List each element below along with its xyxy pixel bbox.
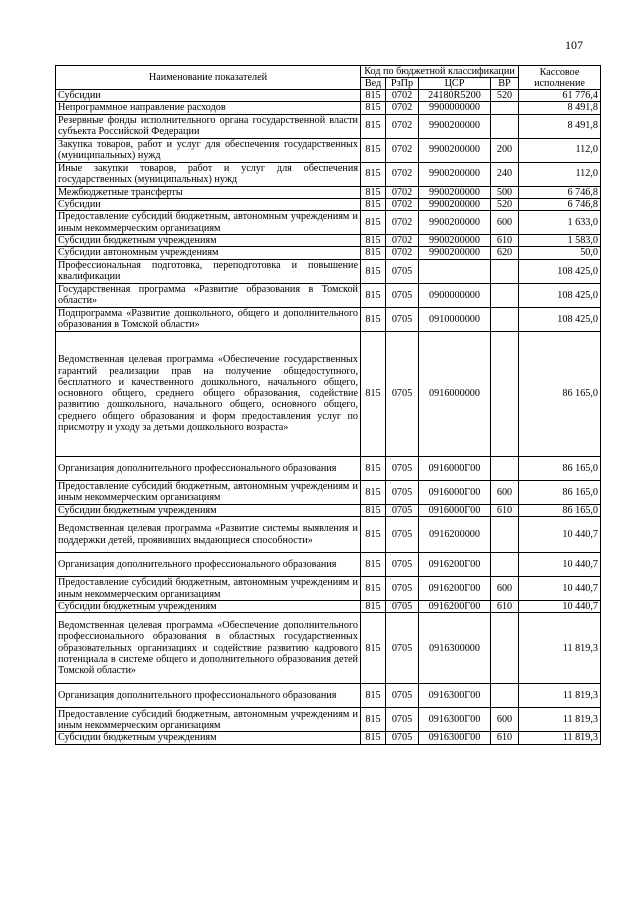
cell-csr: 0916200000 — [419, 517, 491, 553]
cell-vr: 610 — [491, 504, 519, 516]
cell-csr: 0916300000 — [419, 613, 491, 684]
cell-rzpr: 0705 — [386, 577, 419, 601]
cell-rzpr: 0705 — [386, 517, 419, 553]
cell-ved: 815 — [361, 114, 386, 138]
cell-name: Организация дополнительного профессионального образования — [56, 553, 361, 577]
cell-name: Предоставление субсидий бюджетным, автономным учреждениям и иным некоммерческим организациям — [56, 577, 361, 601]
cell-sum: 108 425,0 — [519, 307, 601, 331]
cell-sum: 112,0 — [519, 162, 601, 186]
cell-rzpr: 0702 — [386, 102, 419, 114]
table-row — [56, 480, 601, 504]
cell-vr: 240 — [491, 162, 519, 186]
cell-sum: 10 440,7 — [519, 577, 601, 601]
cell-vr — [491, 553, 519, 577]
header-ved: Вед — [361, 78, 386, 90]
cell-rzpr: 0702 — [386, 162, 419, 186]
cell-name: Закупка товаров, работ и услуг для обеспечения государственных (муниципальных) нужд — [56, 138, 361, 162]
cell-sum: 61 776,4 — [519, 90, 601, 102]
cell-name: Субсидии автономным учреждениям — [56, 247, 361, 259]
table-row — [56, 198, 601, 210]
cell-sum: 11 819,3 — [519, 708, 601, 732]
cell-ved: 815 — [361, 613, 386, 684]
cell-name: Иные закупки товаров, работ и услуг для обеспечения государственных (муниципальных) нужд — [56, 162, 361, 186]
cell-vr: 610 — [491, 732, 519, 744]
cell-rzpr: 0705 — [386, 456, 419, 480]
cell-rzpr: 0702 — [386, 198, 419, 210]
cell-csr: 0916000Г00 — [419, 456, 491, 480]
cell-name: Резервные фонды исполнительного органа государственной власти субъекта Российской Федерации — [56, 114, 361, 138]
cell-ved: 815 — [361, 553, 386, 577]
cell-csr: 9900200000 — [419, 114, 491, 138]
cell-vr: 600 — [491, 708, 519, 732]
table-row — [56, 708, 601, 732]
cell-rzpr: 0702 — [386, 114, 419, 138]
cell-rzpr: 0702 — [386, 90, 419, 102]
budget-table — [55, 65, 601, 745]
page-number: 107 — [565, 38, 583, 52]
table-row — [56, 601, 601, 613]
cell-name: Межбюджетные трансферты — [56, 186, 361, 198]
table-row — [56, 307, 601, 331]
header-name: Наименование показателей — [56, 66, 361, 90]
table-row — [56, 235, 601, 247]
cell-vr: 520 — [491, 90, 519, 102]
cell-csr — [419, 259, 491, 283]
cell-name: Субсидии бюджетным учреждениям — [56, 732, 361, 744]
cell-csr: 0916200Г00 — [419, 601, 491, 613]
cell-rzpr: 0702 — [386, 211, 419, 235]
cell-ved: 815 — [361, 504, 386, 516]
header-row-top — [56, 66, 601, 78]
table-row — [56, 259, 601, 283]
cell-rzpr: 0705 — [386, 307, 419, 331]
table-row — [56, 517, 601, 553]
cell-ved: 815 — [361, 102, 386, 114]
table-row — [56, 504, 601, 516]
cell-vr — [491, 259, 519, 283]
cell-sum: 8 491,8 — [519, 102, 601, 114]
cell-rzpr: 0705 — [386, 553, 419, 577]
cell-name: Профессиональная подготовка, переподготовка и повышение квалификации — [56, 259, 361, 283]
cell-vr — [491, 102, 519, 114]
table-row — [56, 138, 601, 162]
cell-csr: 24180R5200 — [419, 90, 491, 102]
cell-name: Ведомственная целевая программа «Обеспечение государственных гарантий реализации прав на получение общедоступного, бесплатного и качественного дошкольного, начального общего, основного общего, среднего общего образования, содействие развитию дошкольного, начального общего, основного общего, среднего общего образования и форм предоставления услуг по присмотру и уходу за детьми дошкольного возраста» — [56, 331, 361, 456]
cell-ved: 815 — [361, 162, 386, 186]
cell-sum: 6 746,8 — [519, 198, 601, 210]
cell-name: Ведомственная целевая программа «Развитие системы выявления и поддержки детей, проявивших выдающиеся способности» — [56, 517, 361, 553]
cell-sum: 11 819,3 — [519, 732, 601, 744]
cell-ved: 815 — [361, 259, 386, 283]
cell-sum: 10 440,7 — [519, 601, 601, 613]
cell-sum: 1 633,0 — [519, 211, 601, 235]
cell-ved: 815 — [361, 684, 386, 708]
cell-csr: 0916300Г00 — [419, 684, 491, 708]
table-row — [56, 331, 601, 456]
table-row — [56, 211, 601, 235]
cell-ved: 815 — [361, 577, 386, 601]
cell-csr: 9900200000 — [419, 138, 491, 162]
table-row — [56, 102, 601, 114]
cell-sum: 8 491,8 — [519, 114, 601, 138]
cell-sum: 10 440,7 — [519, 517, 601, 553]
cell-csr: 0916000Г00 — [419, 480, 491, 504]
cell-sum: 86 165,0 — [519, 456, 601, 480]
cell-csr: 9900200000 — [419, 211, 491, 235]
cell-csr: 9900000000 — [419, 102, 491, 114]
cell-ved: 815 — [361, 186, 386, 198]
cell-csr: 0916300Г00 — [419, 732, 491, 744]
cell-name: Подпрограмма «Развитие дошкольного, общего и дополнительного образования в Томской области» — [56, 307, 361, 331]
cell-vr: 500 — [491, 186, 519, 198]
cell-name: Субсидии бюджетным учреждениям — [56, 504, 361, 516]
cell-rzpr: 0705 — [386, 708, 419, 732]
cell-sum: 108 425,0 — [519, 259, 601, 283]
cell-name: Непрограммное направление расходов — [56, 102, 361, 114]
header-vr: ВР — [491, 78, 519, 90]
cell-ved: 815 — [361, 90, 386, 102]
cell-rzpr: 0705 — [386, 613, 419, 684]
cell-vr — [491, 684, 519, 708]
cell-rzpr: 0705 — [386, 601, 419, 613]
cell-csr: 0910000000 — [419, 307, 491, 331]
cell-ved: 815 — [361, 247, 386, 259]
cell-vr: 610 — [491, 601, 519, 613]
cell-vr: 610 — [491, 235, 519, 247]
cell-sum: 112,0 — [519, 138, 601, 162]
cell-ved: 815 — [361, 235, 386, 247]
table-row — [56, 90, 601, 102]
cell-vr: 600 — [491, 480, 519, 504]
cell-sum: 11 819,3 — [519, 684, 601, 708]
table-row — [56, 684, 601, 708]
cell-name: Организация дополнительного профессионального образования — [56, 684, 361, 708]
cell-name: Субсидии — [56, 90, 361, 102]
cell-csr: 0916200Г00 — [419, 577, 491, 601]
cell-rzpr: 0705 — [386, 331, 419, 456]
cell-vr — [491, 114, 519, 138]
cell-sum: 50,0 — [519, 247, 601, 259]
cell-csr: 0916000000 — [419, 331, 491, 456]
table-row — [56, 162, 601, 186]
cell-csr: 0916200Г00 — [419, 553, 491, 577]
header-csr: ЦСР — [419, 78, 491, 90]
cell-vr — [491, 307, 519, 331]
table-row — [56, 577, 601, 601]
header-rzpr: РзПр — [386, 78, 419, 90]
cell-ved: 815 — [361, 732, 386, 744]
table-row — [56, 732, 601, 744]
cell-ved: 815 — [361, 211, 386, 235]
cell-ved: 815 — [361, 708, 386, 732]
cell-ved: 815 — [361, 331, 386, 456]
cell-rzpr: 0705 — [386, 684, 419, 708]
cell-name: Субсидии — [56, 198, 361, 210]
table-row — [56, 247, 601, 259]
cell-vr — [491, 456, 519, 480]
cell-vr — [491, 517, 519, 553]
cell-csr: 9900200000 — [419, 235, 491, 247]
cell-name: Предоставление субсидий бюджетным, автономным учреждениям и иным некоммерческим организациям — [56, 480, 361, 504]
cell-vr: 520 — [491, 198, 519, 210]
cell-sum: 86 165,0 — [519, 331, 601, 456]
cell-name: Предоставление субсидий бюджетным, автономным учреждениям и иным некоммерческим организациям — [56, 708, 361, 732]
cell-name: Предоставление субсидий бюджетным, автономным учреждениям и иным некоммерческим организациям — [56, 211, 361, 235]
cell-sum: 10 440,7 — [519, 553, 601, 577]
cell-vr: 200 — [491, 138, 519, 162]
cell-name: Государственная программа «Развитие образования в Томской области» — [56, 283, 361, 307]
cell-name: Ведомственная целевая программа «Обеспечение дополнительного профессионального образования в областных государственных образовательных организациях и содействие развитию кадрового потенциала в системе общего и дополнительного образования детей Томской области» — [56, 613, 361, 684]
cell-rzpr: 0705 — [386, 504, 419, 516]
cell-csr: 9900200000 — [419, 198, 491, 210]
cell-sum: 86 165,0 — [519, 480, 601, 504]
cell-ved: 815 — [361, 138, 386, 162]
table-row — [56, 186, 601, 198]
cell-sum: 6 746,8 — [519, 186, 601, 198]
cell-name: Субсидии бюджетным учреждениям — [56, 601, 361, 613]
table-row — [56, 283, 601, 307]
cell-name: Субсидии бюджетным учреждениям — [56, 235, 361, 247]
cell-sum: 86 165,0 — [519, 504, 601, 516]
table-row — [56, 553, 601, 577]
header-exec: Кассовое исполнение — [519, 66, 601, 90]
cell-ved: 815 — [361, 480, 386, 504]
cell-csr: 0900000000 — [419, 283, 491, 307]
cell-rzpr: 0705 — [386, 259, 419, 283]
cell-ved: 815 — [361, 307, 386, 331]
cell-rzpr: 0702 — [386, 138, 419, 162]
cell-rzpr: 0705 — [386, 480, 419, 504]
cell-vr — [491, 331, 519, 456]
header-code-group: Код по бюджетной классификации — [361, 66, 519, 78]
cell-sum: 1 583,0 — [519, 235, 601, 247]
cell-vr: 600 — [491, 211, 519, 235]
table-row — [56, 114, 601, 138]
cell-rzpr: 0702 — [386, 235, 419, 247]
cell-ved: 815 — [361, 517, 386, 553]
cell-rzpr: 0705 — [386, 732, 419, 744]
cell-rzpr: 0702 — [386, 247, 419, 259]
table-row — [56, 456, 601, 480]
cell-vr — [491, 283, 519, 307]
cell-rzpr: 0702 — [386, 186, 419, 198]
cell-ved: 815 — [361, 283, 386, 307]
cell-sum: 11 819,3 — [519, 613, 601, 684]
cell-vr: 600 — [491, 577, 519, 601]
cell-csr: 9900200000 — [419, 186, 491, 198]
cell-rzpr: 0705 — [386, 283, 419, 307]
cell-csr: 0916000Г00 — [419, 504, 491, 516]
cell-sum: 108 425,0 — [519, 283, 601, 307]
cell-vr: 620 — [491, 247, 519, 259]
cell-name: Организация дополнительного профессионального образования — [56, 456, 361, 480]
cell-csr: 9900200000 — [419, 247, 491, 259]
cell-ved: 815 — [361, 198, 386, 210]
table-row — [56, 613, 601, 684]
cell-vr — [491, 613, 519, 684]
cell-ved: 815 — [361, 601, 386, 613]
cell-csr: 9900200000 — [419, 162, 491, 186]
cell-ved: 815 — [361, 456, 386, 480]
cell-csr: 0916300Г00 — [419, 708, 491, 732]
